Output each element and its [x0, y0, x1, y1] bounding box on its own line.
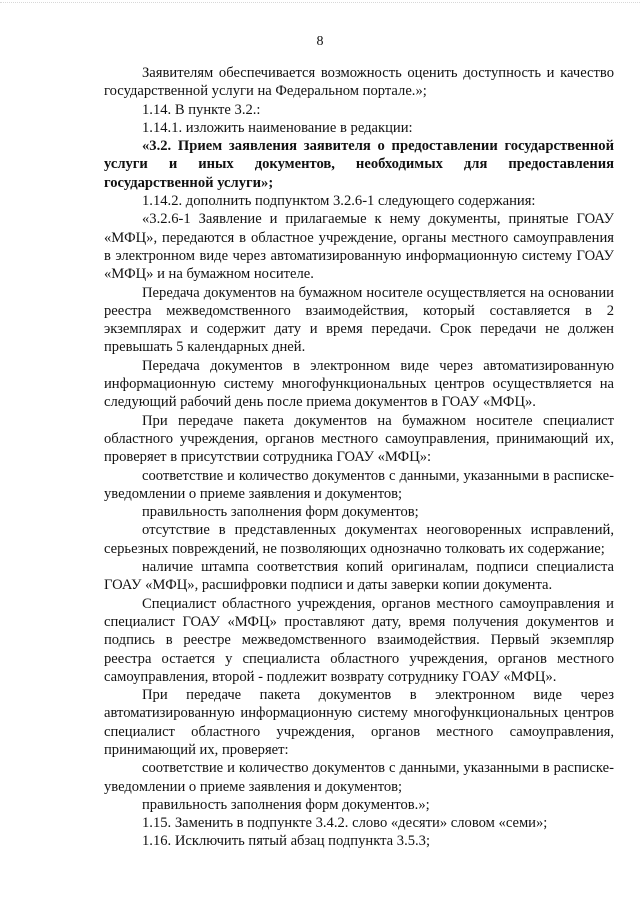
paragraph-17: правильность заполнения форм документов.»; — [142, 796, 430, 813]
paragraph-11: правильность заполнения форм документов; — [142, 504, 419, 521]
section-heading-3-2: «3.2. Прием заявления заявителя о предоставлении государственной услуги и иных документов, необходимых для предоставления государственной услуги»; — [104, 138, 614, 191]
paragraph-7: Передача документов на бумажном носителе осуществляется на основании реестра межведомственного взаимодействия, который составляется в 2 экземплярах и содержит дату и время передачи. Срок передачи не должен превышать 5 календарных дней. — [104, 284, 614, 356]
paragraph-19: 1.16. Исключить пятый абзац подпункта 3.5.3; — [142, 833, 431, 850]
paragraph-13: наличие штампа соответствия копий оригиналам, подписи специалиста ГОАУ «МФЦ», расшифровки подписи и даты заверки копии документа. — [104, 559, 614, 594]
paragraph-12: отсутствие в представленных документах неоговоренных исправлений, серьезных повреждений, не позволяющих однозначно толковать их содержание; — [104, 522, 614, 557]
paragraph-14: Специалист областного учреждения, органов местного самоуправления и специалист ГОАУ «МФЦ» проставляют дату, время получения документов и подпись в реестре межведомственного взаимодействия. Первый экземпляр реестра остается у специалиста областного учреждения, органов местного самоуправления, второй - подлежит возврату сотруднику ГОАУ «МФЦ». — [104, 595, 614, 685]
paragraph-5: 1.14.2. дополнить подпунктом 3.2.6-1 следующего содержания: — [142, 193, 536, 210]
paragraph-3: 1.14.1. изложить наименование в редакции: — [142, 119, 413, 136]
paragraph-16: соответствие и количество документов с данными, указанными в расписке-уведомлении о приеме заявления и документов; — [104, 760, 614, 795]
paragraph-8: Передача документов в электронном виде через автоматизированную информационную систему многофункциональных центров осуществляется на следующий рабочий день после приема документов в ГОАУ «МФЦ». — [104, 357, 614, 411]
page-number: 8 — [316, 34, 324, 49]
paragraph-6: «3.2.6-1 Заявление и прилагаемые к нему документы, принятые ГОАУ «МФЦ», передаются в областное учреждение, органы местного самоуправления в электронном виде через автоматизированную информационную систему ГОАУ «МФЦ» и на бумажном носителе. — [104, 211, 614, 283]
paragraph-10: соответствие и количество документов с данными, указанными в расписке-уведомлении о приеме заявления и документов; — [104, 467, 614, 502]
paragraph-9: При передаче пакета документов на бумажном носителе специалист областного учреждения, органов местного самоуправления, принимающий их, проверяет в присутствии сотрудника ГОАУ «МФЦ»: — [104, 412, 614, 466]
scan-edge-line — [0, 2, 640, 4]
paragraph-18: 1.15. Заменить в подпункте 3.4.2. слово «десяти» словом «семи»; — [142, 815, 548, 832]
document-body — [104, 64, 614, 851]
paragraph-1: Заявителям обеспечивается возможность оценить доступность и качество государственной услуги на Федеральном портале.»; — [104, 65, 614, 100]
paragraph-15: При передаче пакета документов в электронном виде через автоматизированную информационную систему многофункциональных центров специалист областного учреждения, органов местного самоуправления, принимающий их, проверяет: — [104, 687, 614, 758]
paragraph-2: 1.14. В пункте 3.2.: — [142, 101, 261, 118]
